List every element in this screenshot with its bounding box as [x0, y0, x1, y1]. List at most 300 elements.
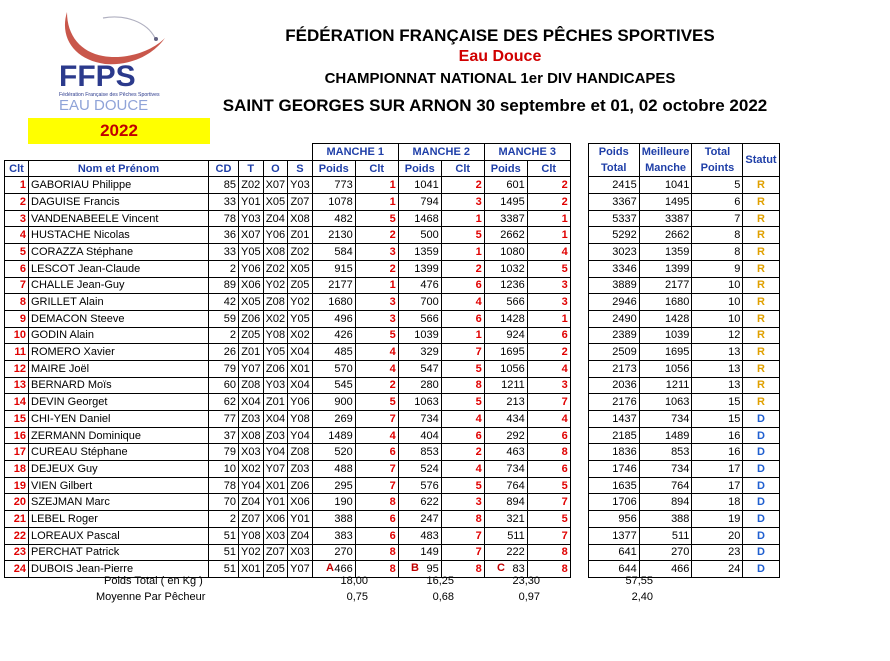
competitor-name: CHALLE Jean-Guy [29, 277, 209, 294]
poids-total: 1635 [588, 477, 639, 494]
col-t-header: T [239, 160, 264, 177]
competitor-cd: 2 [209, 260, 239, 277]
total-points: 23 [692, 544, 743, 561]
competitor-rank: 22 [5, 527, 29, 544]
total-points: 7 [692, 210, 743, 227]
competitor-o: X05 [263, 194, 288, 211]
col-m3-clt-header: Clt [527, 160, 570, 177]
competitor-s: Y03 [288, 177, 313, 194]
competitor-name: HUSTACHE Nicolas [29, 227, 209, 244]
manche2-poids: 700 [398, 294, 441, 311]
manche2-clt: 6 [441, 277, 484, 294]
manche2-clt: 2 [441, 177, 484, 194]
competitor-cd: 42 [209, 294, 239, 311]
meilleure-manche: 270 [639, 544, 692, 561]
col-total-points-header: Points [692, 160, 743, 177]
competitor-name: LEBEL Roger [29, 511, 209, 528]
competitor-rank: 7 [5, 277, 29, 294]
manche1-poids: 2177 [312, 277, 355, 294]
statut: R [743, 377, 779, 394]
manche3-clt: 5 [527, 260, 570, 277]
meilleure-manche: 3387 [639, 210, 692, 227]
logo-acronym: FFPS [59, 60, 136, 93]
column-letter-b: B [411, 562, 419, 574]
logo-division: EAU DOUCE [59, 97, 149, 114]
competitor-s: Y01 [288, 511, 313, 528]
statut: R [743, 260, 779, 277]
manche1-clt: 5 [355, 394, 398, 411]
poids-total: 1377 [588, 527, 639, 544]
manche3-poids: 734 [484, 461, 527, 478]
total-points: 8 [692, 227, 743, 244]
competitor-rank: 2 [5, 194, 29, 211]
poids-total: 2415 [588, 177, 639, 194]
competitor-cd: 60 [209, 377, 239, 394]
manche3-clt: 1 [527, 310, 570, 327]
manche3-clt: 8 [527, 444, 570, 461]
moyenne-label: Moyenne Par Pêcheur [96, 591, 206, 603]
manche1-clt: 3 [355, 310, 398, 327]
manche2-poids: 576 [398, 477, 441, 494]
competitor-name: DAGUISE Francis [29, 194, 209, 211]
competitor-name: MAIRE Joël [29, 360, 209, 377]
competitor-rank: 11 [5, 344, 29, 361]
manche2-poids: 149 [398, 544, 441, 561]
manche3-poids: 222 [484, 544, 527, 561]
competitor-name: BERNARD Moïs [29, 377, 209, 394]
manche1-poids: 496 [312, 310, 355, 327]
meilleure-manche: 894 [639, 494, 692, 511]
moyenne-m1: 0,75 [346, 591, 368, 603]
total-points: 16 [692, 444, 743, 461]
col-cd-header: CD [209, 160, 239, 177]
competitor-rank: 21 [5, 511, 29, 528]
poids-total: 5292 [588, 227, 639, 244]
statut: D [743, 411, 779, 428]
manche1-clt: 4 [355, 344, 398, 361]
manche1-clt: 2 [355, 377, 398, 394]
poids-total: 1437 [588, 411, 639, 428]
manche3-poids: 764 [484, 477, 527, 494]
manche3-poids: 924 [484, 327, 527, 344]
manche1-poids: 190 [312, 494, 355, 511]
manche3-poids: 83 [484, 561, 527, 578]
manche3-clt: 8 [527, 561, 570, 578]
manche3-clt: 3 [527, 377, 570, 394]
statut: D [743, 544, 779, 561]
competitor-t: Z03 [239, 411, 264, 428]
manche1-poids: 1078 [312, 194, 355, 211]
manche1-poids: 488 [312, 461, 355, 478]
manche2-poids: 794 [398, 194, 441, 211]
meilleure-manche: 1695 [639, 344, 692, 361]
manche2-poids: 734 [398, 411, 441, 428]
competitor-name: LESCOT Jean-Claude [29, 260, 209, 277]
total-points: 10 [692, 294, 743, 311]
manche2-poids: 622 [398, 494, 441, 511]
table-row [5, 461, 780, 478]
competitor-cd: 62 [209, 394, 239, 411]
meilleure-manche: 1063 [639, 394, 692, 411]
competitor-s: X02 [288, 327, 313, 344]
manche2-poids: 524 [398, 461, 441, 478]
manche3-clt: 7 [527, 527, 570, 544]
manche3-poids: 894 [484, 494, 527, 511]
col-m2-poids-header: Poids [398, 160, 441, 177]
competitor-t: X02 [239, 461, 264, 478]
competitor-cd: 26 [209, 344, 239, 361]
table-row [5, 310, 780, 327]
manche3-poids: 1495 [484, 194, 527, 211]
statut: D [743, 477, 779, 494]
competitor-s: Y07 [288, 561, 313, 578]
total-points-header-top: Total [692, 144, 743, 161]
competitor-cd: 2 [209, 327, 239, 344]
meilleure-header-top: Meilleure [639, 144, 692, 161]
manche3-poids: 3387 [484, 210, 527, 227]
col-poids-total-header: Total [588, 160, 639, 177]
manche2-clt: 5 [441, 394, 484, 411]
manche1-clt: 4 [355, 360, 398, 377]
competitor-o: X01 [263, 477, 288, 494]
total-points: 19 [692, 511, 743, 528]
manche1-poids: 426 [312, 327, 355, 344]
total-points: 6 [692, 194, 743, 211]
manche1-clt: 2 [355, 260, 398, 277]
competitor-t: Z02 [239, 177, 264, 194]
competitor-t: Z01 [239, 344, 264, 361]
competitor-rank: 9 [5, 310, 29, 327]
manche3-clt: 4 [527, 360, 570, 377]
manche1-poids: 388 [312, 511, 355, 528]
competitor-o: X02 [263, 310, 288, 327]
meilleure-manche: 466 [639, 561, 692, 578]
competitor-t: X03 [239, 444, 264, 461]
poids-total: 1706 [588, 494, 639, 511]
manche1-poids: 915 [312, 260, 355, 277]
competitor-rank: 15 [5, 411, 29, 428]
manche2-poids: 1039 [398, 327, 441, 344]
statut: R [743, 310, 779, 327]
table-row [5, 511, 780, 528]
poids-total: 2176 [588, 394, 639, 411]
column-letter-a: A [326, 562, 334, 574]
manche1-clt: 8 [355, 544, 398, 561]
manche3-clt: 4 [527, 244, 570, 261]
poids-total-m1: 18,00 [340, 575, 368, 587]
statut: R [743, 177, 779, 194]
manche2-clt: 2 [441, 444, 484, 461]
poids-total: 3367 [588, 194, 639, 211]
logo-line-icon [103, 17, 155, 38]
competitor-rank: 10 [5, 327, 29, 344]
competitor-s: Y06 [288, 394, 313, 411]
manche3-header: MANCHE 3 [484, 144, 570, 161]
competitor-rank: 14 [5, 394, 29, 411]
competitor-rank: 3 [5, 210, 29, 227]
manche3-clt: 6 [527, 327, 570, 344]
manche3-clt: 1 [527, 210, 570, 227]
competitor-t: Z04 [239, 494, 264, 511]
competitor-t: X08 [239, 427, 264, 444]
manche1-clt: 3 [355, 244, 398, 261]
competitor-name: VIEN Gilbert [29, 477, 209, 494]
competitor-o: Z07 [263, 544, 288, 561]
manche3-clt: 5 [527, 477, 570, 494]
competitor-name: DUBOIS Jean-Pierre [29, 561, 209, 578]
manche2-clt: 3 [441, 194, 484, 211]
competitor-cd: 2 [209, 511, 239, 528]
meilleure-manche: 1041 [639, 177, 692, 194]
manche1-poids: 584 [312, 244, 355, 261]
manche3-poids: 321 [484, 511, 527, 528]
total-points: 9 [692, 260, 743, 277]
competitor-t: X06 [239, 277, 264, 294]
poids-total: 2490 [588, 310, 639, 327]
competitor-s: Z07 [288, 194, 313, 211]
competitor-cd: 79 [209, 444, 239, 461]
manche2-poids: 1468 [398, 210, 441, 227]
event-location-date: SAINT GEORGES SUR ARNON 30 septembre et 01, 02 octobre 2022 [222, 96, 768, 115]
competitor-t: Y06 [239, 260, 264, 277]
competitor-t: Z05 [239, 327, 264, 344]
competitor-o: Z03 [263, 427, 288, 444]
col-s-header: S [288, 160, 313, 177]
logo-subtitle: Fédération Française des Pêches Sportives [59, 92, 160, 98]
manche1-poids: 269 [312, 411, 355, 428]
col-name-header: Nom et Prénom [29, 160, 209, 177]
total-points: 15 [692, 394, 743, 411]
competitor-t: X01 [239, 561, 264, 578]
total-points: 5 [692, 177, 743, 194]
competitor-t: Y04 [239, 477, 264, 494]
poids-total: 1836 [588, 444, 639, 461]
manche2-clt: 8 [441, 511, 484, 528]
manche2-clt: 7 [441, 527, 484, 544]
manche3-clt: 6 [527, 461, 570, 478]
manche1-clt: 8 [355, 561, 398, 578]
manche2-clt: 5 [441, 227, 484, 244]
competitor-o: Y04 [263, 444, 288, 461]
table-row [5, 394, 780, 411]
meilleure-manche: 1489 [639, 427, 692, 444]
competitor-s: Z01 [288, 227, 313, 244]
manche1-header: MANCHE 1 [312, 144, 398, 161]
table-row [5, 377, 780, 394]
competitor-rank: 13 [5, 377, 29, 394]
statut: D [743, 444, 779, 461]
competitor-cd: 79 [209, 360, 239, 377]
competitor-rank: 18 [5, 461, 29, 478]
poids-total: 1746 [588, 461, 639, 478]
table-row [5, 227, 780, 244]
competitor-o: Y03 [263, 377, 288, 394]
competitor-cd: 51 [209, 561, 239, 578]
competitor-rank: 23 [5, 544, 29, 561]
manche3-poids: 434 [484, 411, 527, 428]
col-meilleure-manche-header: Manche [639, 160, 692, 177]
manche1-clt: 5 [355, 327, 398, 344]
competitor-cd: 51 [209, 544, 239, 561]
manche2-clt: 6 [441, 427, 484, 444]
manche2-poids: 280 [398, 377, 441, 394]
table-row [5, 260, 780, 277]
competitor-s: X01 [288, 360, 313, 377]
meilleure-manche: 764 [639, 477, 692, 494]
manche3-poids: 1428 [484, 310, 527, 327]
statut: D [743, 461, 779, 478]
competitor-s: Z04 [288, 527, 313, 544]
competitor-rank: 16 [5, 427, 29, 444]
championship-title: CHAMPIONNAT NATIONAL 1er DIV HANDICAPES [324, 70, 676, 87]
poids-total-label: Poids Total ( en Kg ) [104, 575, 203, 587]
competitor-name: CORAZZA Stéphane [29, 244, 209, 261]
manche2-clt: 3 [441, 494, 484, 511]
col-m2-clt-header: Clt [441, 160, 484, 177]
competitor-rank: 8 [5, 294, 29, 311]
manche2-poids: 500 [398, 227, 441, 244]
competitor-o: Y06 [263, 227, 288, 244]
competitor-o: Y01 [263, 494, 288, 511]
competitor-t: Z07 [239, 511, 264, 528]
total-points: 10 [692, 310, 743, 327]
manche3-poids: 566 [484, 294, 527, 311]
total-points: 24 [692, 561, 743, 578]
manche1-clt: 6 [355, 444, 398, 461]
poids-total: 644 [588, 561, 639, 578]
meilleure-manche: 511 [639, 527, 692, 544]
manche3-clt: 7 [527, 494, 570, 511]
total-points: 20 [692, 527, 743, 544]
competitor-name: LOREAUX Pascal [29, 527, 209, 544]
poids-total: 5337 [588, 210, 639, 227]
statut-header: Statut [743, 144, 779, 177]
statut: R [743, 294, 779, 311]
col-m3-poids-header: Poids [484, 160, 527, 177]
manche1-clt: 1 [355, 277, 398, 294]
competitor-o: Y05 [263, 344, 288, 361]
table-row [5, 294, 780, 311]
federation-title: FÉDÉRATION FRANÇAISE DES PÊCHES SPORTIVES [285, 26, 715, 45]
competitor-rank: 17 [5, 444, 29, 461]
manche1-poids: 773 [312, 177, 355, 194]
competitor-cd: 89 [209, 277, 239, 294]
manche2-poids: 1041 [398, 177, 441, 194]
total-points: 17 [692, 461, 743, 478]
manche2-clt: 4 [441, 461, 484, 478]
competitor-rank: 20 [5, 494, 29, 511]
competitor-cd: 37 [209, 427, 239, 444]
manche2-poids: 483 [398, 527, 441, 544]
manche3-poids: 1211 [484, 377, 527, 394]
meilleure-manche: 853 [639, 444, 692, 461]
manche3-clt: 4 [527, 411, 570, 428]
manche1-clt: 7 [355, 477, 398, 494]
poids-total-all: 57,55 [625, 575, 653, 587]
manche1-clt: 5 [355, 210, 398, 227]
meilleure-manche: 2662 [639, 227, 692, 244]
meilleure-manche: 1211 [639, 377, 692, 394]
competitor-o: Z02 [263, 260, 288, 277]
manche1-clt: 6 [355, 527, 398, 544]
table-row [5, 210, 780, 227]
competitor-t: Y08 [239, 527, 264, 544]
competitor-t: X05 [239, 294, 264, 311]
col-m1-clt-header: Clt [355, 160, 398, 177]
manche1-poids: 482 [312, 210, 355, 227]
competitor-o: X08 [263, 244, 288, 261]
manche3-clt: 2 [527, 344, 570, 361]
manche3-poids: 292 [484, 427, 527, 444]
table-row [5, 344, 780, 361]
meilleure-manche: 734 [639, 461, 692, 478]
competitor-name: SZEJMAN Marc [29, 494, 209, 511]
competitor-name: PERCHAT Patrick [29, 544, 209, 561]
competitor-name: GODIN Alain [29, 327, 209, 344]
ranking-table [4, 143, 780, 578]
competitor-cd: 77 [209, 411, 239, 428]
competitor-cd: 33 [209, 194, 239, 211]
discipline-subtitle: Eau Douce [458, 48, 542, 65]
competitor-cd: 51 [209, 527, 239, 544]
meilleure-manche: 1399 [639, 260, 692, 277]
competitor-s: X04 [288, 344, 313, 361]
poids-total: 2185 [588, 427, 639, 444]
statut: D [743, 561, 779, 578]
competitor-name: DEVIN Georget [29, 394, 209, 411]
total-points: 16 [692, 427, 743, 444]
total-points: 18 [692, 494, 743, 511]
competitor-s: Z08 [288, 444, 313, 461]
statut: D [743, 427, 779, 444]
competitor-s: Z03 [288, 461, 313, 478]
poids-total-m3: 23,30 [512, 575, 540, 587]
meilleure-manche: 734 [639, 411, 692, 428]
manche2-poids: 1399 [398, 260, 441, 277]
manche1-poids: 545 [312, 377, 355, 394]
poids-total: 956 [588, 511, 639, 528]
manche2-clt: 5 [441, 477, 484, 494]
table-row [5, 327, 780, 344]
logo-swoosh-icon [65, 12, 165, 64]
manche2-poids: 404 [398, 427, 441, 444]
meilleure-manche: 2177 [639, 277, 692, 294]
competitor-rank: 4 [5, 227, 29, 244]
manche3-clt: 3 [527, 277, 570, 294]
poids-total: 2036 [588, 377, 639, 394]
poids-total-m2: 16,25 [426, 575, 454, 587]
manche3-poids: 1695 [484, 344, 527, 361]
poids-total: 3346 [588, 260, 639, 277]
competitor-name: ROMERO Xavier [29, 344, 209, 361]
manche2-poids: 476 [398, 277, 441, 294]
table-row [5, 411, 780, 428]
competitor-o: Y07 [263, 461, 288, 478]
manche3-clt: 6 [527, 427, 570, 444]
competitor-cd: 10 [209, 461, 239, 478]
manche1-poids: 485 [312, 344, 355, 361]
col-clt-header: Clt [5, 160, 29, 177]
competitor-t: Z08 [239, 377, 264, 394]
statut: R [743, 227, 779, 244]
meilleure-manche: 1359 [639, 244, 692, 261]
manche2-clt: 4 [441, 294, 484, 311]
competitor-name: CUREAU Stéphane [29, 444, 209, 461]
poids-total: 2509 [588, 344, 639, 361]
manche2-poids: 853 [398, 444, 441, 461]
total-points: 10 [692, 277, 743, 294]
competitor-name: CHI-YEN Daniel [29, 411, 209, 428]
